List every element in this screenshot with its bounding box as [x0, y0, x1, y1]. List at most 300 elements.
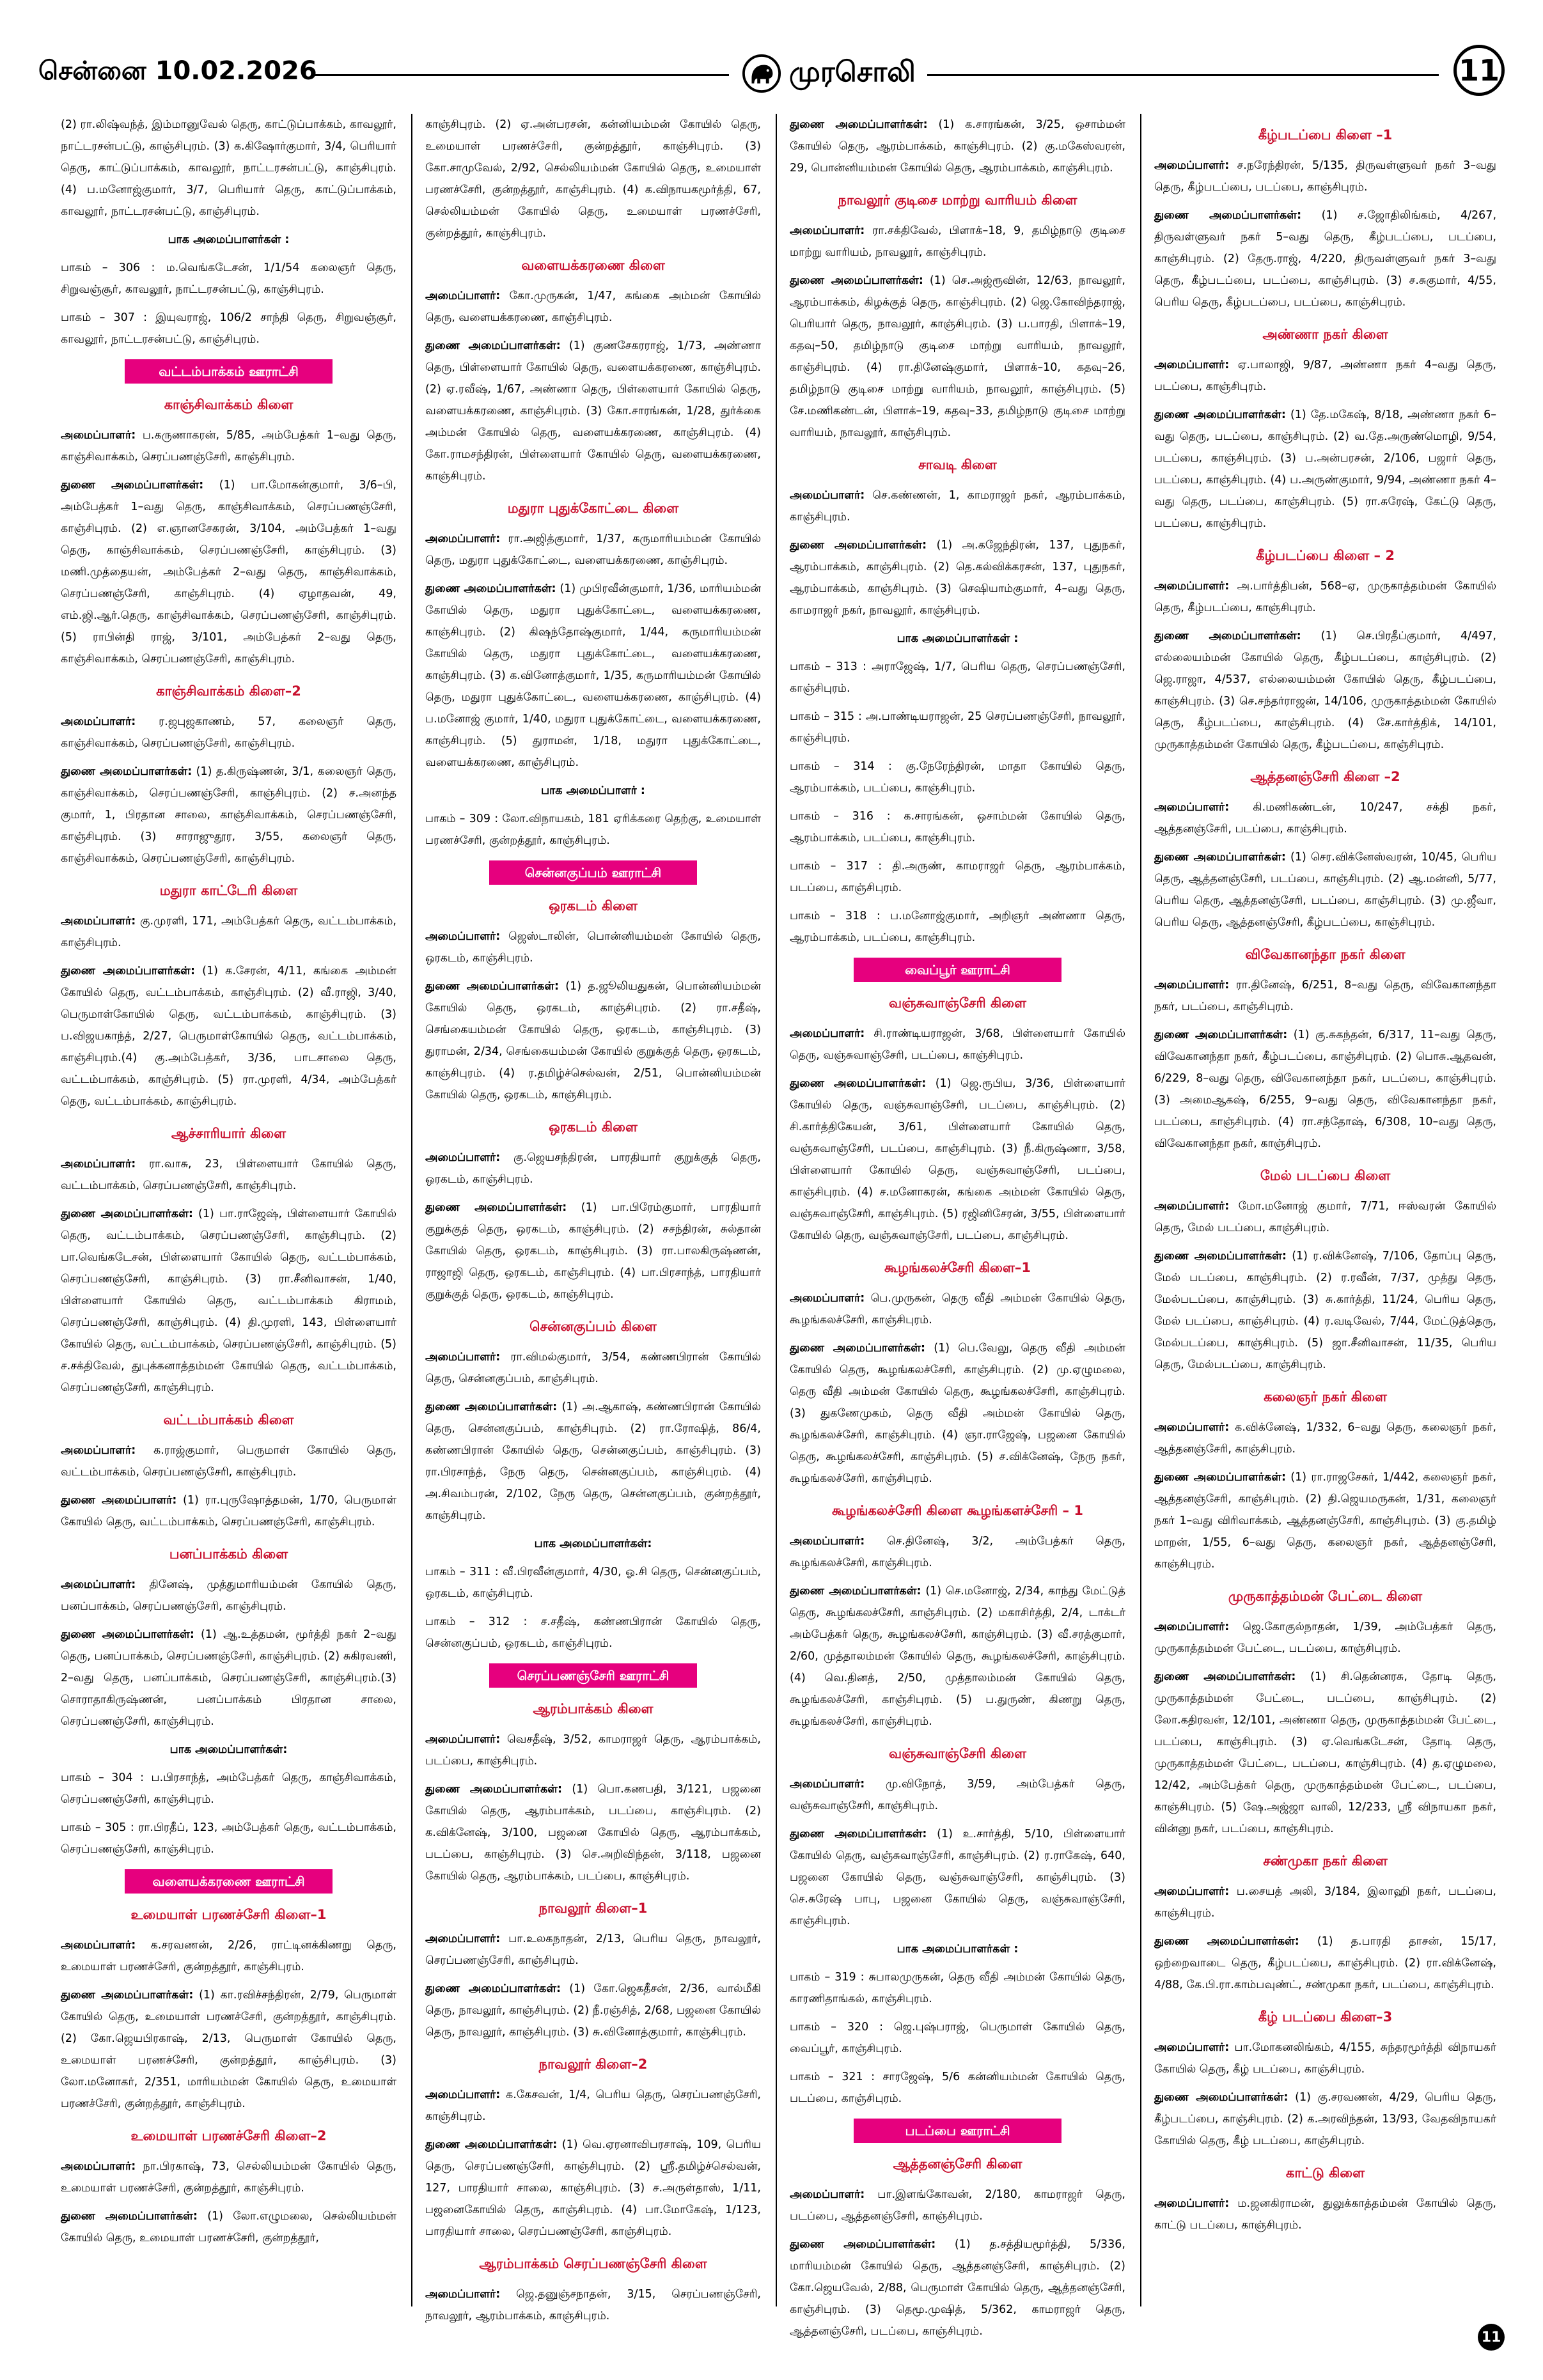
appointment-entry	[61, 474, 396, 670]
role-label: துணை அமைப்பாளர்கள்:	[61, 1989, 194, 2002]
role-label: துணை அமைப்பாளர்கள்:	[61, 1208, 193, 1220]
role-label: அமைப்பாளர்:	[425, 290, 501, 302]
branch-heading: சாவடி கிளை	[918, 457, 997, 472]
branch-heading: நாவலூர் கிளை–2	[538, 2057, 648, 2072]
entry-text: (1) ஜெ.ரூபிய, 3/36, பிள்ளையார் கோயில் தெரு, வஞ்சுவாஞ்சேரி, படப்பை, காஞ்சிபுரம். (2) சி.கார்த்திகேயன், 3/61, பிள்ளையார் கோயில் தெரு, வஞ்சுவாஞ்சேரி, படப்பை, காஞ்சிபுரம். (3) நீ.கிருஷ்ணா, 3/58, பிள்ளையார் கோயில் தெரு, வஞ்சுவாஞ்சேரி, படப்பை, காஞ்சிபுரம். (4) ச.மனோகரன், கங்கை அம்மன் கோயில் தெரு, வஞ்சுவாஞ்சேரி, காஞ்சிபுரம். (5) ரஜினிசேரன், 3/55, பிள்ளையார் கோயில் தெரு, வஞ்சுவாஞ்சேரி, படப்பை, காஞ்சிபுரம்.	[790, 1077, 1125, 1242]
role-label: துணை அமைப்பாளர்கள்:	[425, 582, 556, 595]
appointment-entry	[790, 1580, 1125, 1732]
entry-text: (1) ரா.புருஷோத்தமன், 1/70, பெருமாள் கோயில் தெரு, வட்டம்பாக்கம், செரப்பணஞ்சேரி, காஞ்சிபுரம்.	[61, 1494, 396, 1528]
appointment-entry	[425, 2084, 761, 2127]
role-label: அமைப்பாளர்:	[61, 1444, 136, 1457]
branch-heading: நாவலூர் கிளை–1	[538, 1901, 648, 1916]
appointment-entry	[425, 1978, 761, 2043]
appointment-entry	[790, 2234, 1125, 2342]
role-label: துணை அமைப்பாளர்கள்:	[1154, 408, 1286, 421]
branch-heading: முருகாத்தம்மன் பேட்டை கிளை	[1228, 1589, 1423, 1604]
entry-text: பா.இளங்கோவன், 2/180, காமராஜர் தெரு, படப்பை, ஆத்தனஞ்சேரி, காஞ்சிபுரம்.	[790, 2188, 1125, 2223]
role-label: துணை அமைப்பாளர்கள்:	[425, 339, 561, 352]
entry-text: கோ.முருகன், 1/47, கங்கை அம்மன் கோயில் தெரு, வளையக்கரணை, காஞ்சிபுரம்.	[425, 290, 761, 324]
entry-text: வெசதீஷ், 3/52, காமராஜர் தெரு, ஆரம்பாக்கம், படப்பை, காஞ்சிபுரம்.	[425, 1733, 761, 1768]
entry-text: (1) செ.பிரதீப்குமார், 4/497, எல்லையம்மன் கோயில் தெரு, கீழ்படப்பை, காஞ்சிபுரம். (2) ஜெ.ராஜா, 4/537, எல்லையம்மன் கோயில் தெரு, கீழ்படப்பை, காஞ்சிபுரம். (3) செ.சந்தர்ராஜன், 14/106, முருகாத்தம்மன் கோயில் தெரு, கீழ்படப்பை, காஞ்சிபுரம். (4) சே.கார்த்திக், 14/101, முருகாத்தம்மன் கோயில் தெரு, கீழ்படப்பை, காஞ்சிபுரம்.	[1154, 630, 1496, 751]
appointment-entry	[1154, 1931, 1496, 1996]
entry-text: பாகம் – 317 : தி.அருண், காமராஜர் தெரு, ஆரம்பாக்கம், படப்பை, காஞ்சிபுரம்.	[790, 860, 1125, 894]
text-paragraph	[790, 2016, 1125, 2060]
role-label: துணை அமைப்பாளர்கள்:	[790, 118, 928, 131]
appointment-entry	[1154, 1466, 1496, 1575]
entry-text: (1) செர.விக்னேஸ்வரன், 10/45, பெரிய தெரு, ஆத்தனஞ்சேரி, படப்பை, காஞ்சிபுரம். (2) ஆ.மன்னி, 5/77, பெரிய தெரு, ஆத்தனஞ்சேரி, படப்பை, காஞ்சிபுரம். (3) மு.ஜீவா, பெரிய தெரு, ஆத்தனஞ்சேரி, கீழ்படப்பை, காஞ்சிபுரம்.	[1154, 851, 1496, 929]
page-number-badge: 11	[1453, 45, 1505, 96]
branch-heading: வஞ்சுவாஞ்சேரி கிளை	[889, 995, 1026, 1011]
paper-name: முரசொலி	[789, 55, 916, 88]
branch-heading: வளையக்கரணை கிளை	[521, 258, 665, 273]
text-paragraph	[425, 1561, 761, 1605]
entry-text: (1) த.கிருஷ்ணன், 3/1, கலைஞர் தெரு, காஞ்சிவாக்கம், செரப்பணஞ்சேரி, காஞ்சிபுரம். (2) ச.அனந்த குமார், 1, பிரதான சாலை, காஞ்சிவாக்கம், செரப்பணஞ்சேரி, காஞ்சிபுரம். (3) சாராஜுதூர, 3/55, கலைஞர் தெரு, காஞ்சிவாக்கம், செரப்பணஞ்சேரி, காஞ்சிபுரம்.	[61, 765, 396, 865]
entry-text: (1) பெ.வேலு, தெரு வீதி அம்மன் கோயில் தெரு, கூழங்கலச்சேரி, காஞ்சிபுரம். (2) மு.ஏழுமலை, தெரு வீதி அம்மன் கோயில் தெரு, கூழங்கலச்சேரி, காஞ்சிபுரம். (3) துகணேமுகம், தெரு வீதி அம்மன் கோயில் தெரு, கூழங்கலச்சேரி, காஞ்சிபுரம். (4) ஞா.ராஜேஷ், பஜனை கோயில் தெரு, கூழங்கலச்சேரி, காஞ்சிபுரம். (5) ச.விக்னேஷ், நேரு நகர், கூழங்கலச்சேரி, காஞ்சிபுரம்.	[790, 1342, 1125, 1485]
panchayat-banner: படப்பை ஊராட்சி	[854, 2119, 1062, 2143]
entry-text: கி.மணிகண்டன், 10/247, சக்தி நகர், ஆத்தனஞ்சேரி, படப்பை, காஞ்சிபுரம்.	[1154, 801, 1496, 836]
entry-text: (1) முபிரவீன்குமார், 1/36, மாரியம்மன் கோயில் தெரு, மதுரா புதுக்கோட்டை, வளையக்கரணை, காஞ்சிபுரம். (2) கிஷந்தோஷ்குமார், 1/44, கருமாரியம்மன் கோயில் தெரு, மதுரா புதுக்கோட்டை, வளையக்கரணை, காஞ்சிபுரம். (3) க.வினோத்குமார், 1/35, கருமாரியம்மன் கோயில் தெரு, மதுரா புதுக்கோட்டை, வளையக்கரணை, காஞ்சிபுரம். (4) ப.மனோஜ் குமார், 1/40, மதுரா புதுக்கோட்டை, வளையக்கரணை, காஞ்சிபுரம். (5) துராமன், 1/18, மதுரா புதுக்கோட்டை, வளையக்கரணை, காஞ்சிபுரம்.	[425, 582, 761, 769]
entry-text: (1) அ.ஆகாஷ், கண்ணபிரான் கோயில் தெரு, சென்னகுப்பம், காஞ்சிபுரம். (2) ரா.ரோஷித், 86/4, கண்ணபிரான் கோயில் தெரு, சென்னகுப்பம், காஞ்சிபுரம். (3) ரா.பிரசாந்த், நேரு தெரு, சென்னகுப்பம், காஞ்சிபுரம். (4) அ.சிவம்பரன், 2/102, நேரு தெரு, சென்னகுப்பம், குன்றத்தூர், காஞ்சிபுரம்.	[425, 1401, 762, 1522]
role-label: துணை அமைப்பாளர்கள்:	[790, 1828, 927, 1840]
entry-text: (1) ர.விக்னேஷ், 7/106, தோப்பு தெரு, மேல் படப்பை, காஞ்சிபுரம். (2) ர.ரவீன், 7/37, முத்து தெரு, மேல்படப்பை, காஞ்சிபுரம். (3) சு.கார்த்தி, 11/24, பெரிய தெரு, மேல் படப்பை, காஞ்சிபுரம். (4) ர.வடிவேல், 7/44, மேட்டுத்தெரு, மேல்படப்பை, காஞ்சிபுரம். (5) ஜா.சீனிவாசன், 11/35, பெரிய தெரு, மேல்படப்பை, காஞ்சிபுரம்.	[1154, 1250, 1496, 1371]
section-subheading: பாக அமைப்பாளர்கள் :	[897, 632, 1019, 645]
text-paragraph	[790, 805, 1125, 849]
role-label: அமைப்பாளர்:	[1154, 159, 1230, 172]
role-label: துணை அமைப்பாளர்கள்:	[790, 2238, 936, 2251]
entry-text: (2) ரா.லிஷ்வந்த், இம்மானுவேல் தெரு, காட்டுப்பாக்கம், காவலூர், நாட்டரசன்பட்டு, காஞ்சிபுரம். (3) க.கிஷோர்குமார், 3/4, பெரியார் தெரு, காட்டுப்பாக்கம், காவலூர், நாட்டரசன்பட்டு, காஞ்சிபுரம். (4) ப.மனோஜ்குமார், 3/7, பெரியார் தெரு, காட்டுப்பாக்கம், காவலூர், நாட்டரசன்பட்டு, காஞ்சிபுரம்.	[61, 118, 396, 218]
entry-text: பாகம் – 318 : ப.மனோஜ்குமார், அறிஞர் அண்ணா தெரு, ஆரம்பாக்கம், படப்பை, காஞ்சிபுரம்.	[790, 910, 1125, 944]
role-label: துணை அமைப்பாளர்கள்:	[790, 274, 923, 287]
text-paragraph	[790, 855, 1125, 899]
role-label: அமைப்பாளர்:	[61, 715, 136, 728]
role-label: அமைப்பாளர்:	[425, 1733, 501, 1746]
role-label: துணை அமைப்பாளர்கள்:	[790, 539, 927, 552]
role-label: அமைப்பாளர்:	[790, 1778, 865, 1791]
entry-text: (1) க.சாரங்கன், 3/25, ஒசாம்மன் கோயில் தெரு, ஆரம்பாக்கம், காஞ்சிபுரம். (2) கு.மகேஸ்வரன், 29, பொன்னியம்மன் கோயில் தெரு, ஆரம்பாக்கம், காஞ்சிபுரம்.	[790, 118, 1125, 175]
appointment-entry	[1154, 575, 1496, 619]
branch-heading: ஆரம்பாக்கம் செரப்பணஞ்சேரி கிளை	[479, 2256, 707, 2271]
appointment-entry	[425, 1147, 761, 1190]
role-label: அமைப்பாளர்:	[61, 1939, 136, 1952]
column-1	[61, 114, 396, 2306]
appointment-entry	[1154, 155, 1496, 198]
role-label: அமைப்பாளர்:	[425, 930, 501, 943]
column-divider	[411, 114, 412, 2306]
entry-text: பெ.முருகன், தெரு வீதி அம்மன் கோயில் தெரு, கூழங்கலச்சேரி, காஞ்சிபுரம்.	[790, 1292, 1125, 1326]
appointment-entry	[425, 285, 761, 329]
role-label: அமைப்பாளர்:	[1154, 2041, 1230, 2054]
appointment-entry	[790, 1337, 1125, 1489]
masthead	[38, 45, 1505, 102]
branch-heading: வஞ்சுவாஞ்சேரி கிளை	[889, 1746, 1026, 1761]
section-subheading: பாக அமைப்பாளர்கள்:	[169, 1743, 288, 1756]
role-label: அமைப்பாளர்:	[790, 1535, 865, 1548]
appointment-entry	[425, 335, 761, 487]
appointment-entry	[1154, 2037, 1496, 2080]
entry-text: ஜெஸ்டாலின், பொன்னியம்மன் கோயில் தெரு, ஒரகடம், காஞ்சிபுரம்.	[425, 930, 761, 965]
column-divider	[1140, 114, 1141, 2306]
appointment-entry	[425, 976, 761, 1106]
branch-heading: கலைஞர் நகர் கிளை	[1264, 1389, 1387, 1404]
appointment-entry	[61, 761, 396, 869]
branch-heading: நாவலூர் குடிசை மாற்று வாரியம் கிளை	[838, 192, 1077, 208]
branch-heading: கீழ்படப்பை கிளை –1	[1258, 127, 1393, 143]
text-paragraph	[425, 114, 761, 244]
column-2	[425, 114, 762, 2322]
column-divider	[776, 114, 777, 2306]
role-label: அமைப்பாளர்:	[1154, 801, 1230, 814]
branch-heading: ஆரம்பாக்கம் கிளை	[533, 1701, 654, 1716]
entry-text: செ.தினேஷ், 3/2, அம்பேத்கர் தெரு, கூழங்கலச்சேரி, காஞ்சிபுரம்.	[790, 1535, 1125, 1569]
entry-text: (1) குணசேகரராஜ், 1/73, அண்ணா தெரு, பிள்ளையார் கோயில் தெரு, வளையக்கரணை, காஞ்சிபுரம். (2) ஏ.ரவீஷ், 1/67, அண்ணா தெரு, பிள்ளையார் கோயில் தெரு, வளையக்கரணை, காஞ்சிபுரம். (3) கோ.சாரங்கன், 1/28, துர்க்கை அம்மன் கோயில் தெரு, வளையக்கரணை, காஞ்சிபுரம். (4) கோ.ராமசந்திரன், பிள்ளையார் கோயில் தெரு, வளையக்கரணை, காஞ்சிபுரம்.	[425, 339, 761, 483]
masthead-rule-right	[927, 74, 1439, 76]
entry-text: (1) பா.ராஜேஷ், பிள்ளையார் கோயில் தெரு, வட்டம்பாக்கம், செரப்பணஞ்சேரி, காஞ்சிபுரம். (2) பா.வெங்கடேசன், பிள்ளையார் கோயில் தெரு, வட்டம்பாக்கம், செரப்பணஞ்சேரி, காஞ்சிபுரம். (3) ரா.சீனிவாசன், 1/40, பிள்ளையார் கோயில் தெரு, வட்டம்பாக்கம் கிராமம், செரப்பணஞ்சேரி, காஞ்சிபுரம். (4) தி.முரளி, 143, பிள்ளையார் கோயில் தெரு, வட்டம்பாக்கம், செரப்பணஞ்சேரி, காஞ்சிபுரம். (5) ச.சக்திவேல், துபுக்கனாத்தம்மன் கோயில் தெரு, வட்டம்பாக்கம், செரப்பணஞ்சேரி, காஞ்சிபுரம்.	[61, 1208, 397, 1394]
role-label: துணை அமைப்பாளர்கள்:	[790, 1585, 921, 1598]
entry-text: செ.கண்ணன், 1, காமராஜர் நகர், ஆரம்பாக்கம், காஞ்சிபுரம்.	[790, 489, 1125, 524]
panchayat-banner: வட்டம்பாக்கம் ஊராட்சி	[125, 359, 333, 384]
entry-text: (1) ரா.ராஜசேகர், 1/442, கலைஞர் நகர், ஆத்தனஞ்சேரி, காஞ்சிபுரம். (2) தி.ஜெயமருகன், 1/31, கலைஞர் நகர் 1–வது விரிவாக்கம், ஆத்தனஞ்சேரி, காஞ்சிபுரம். (3) கு.தமிழ் மாறன், 1/55, 6–வது தெரு, கலைஞர் நகர், ஆத்தனஞ்சேரி, காஞ்சிபுரம்.	[1154, 1471, 1496, 1571]
branch-heading: கூழங்கலச்சேரி கிளை கூழங்களச்சேரி – 1	[832, 1503, 1083, 1518]
entry-text: பாகம் – 320 : ஜெ.புஷ்பராஜ், பெருமாள் கோயில் தெரு, வைப்பூர், காஞ்சிபுரம்.	[790, 2021, 1125, 2055]
entry-text: (1) செ.அஜ்ரூவின், 12/63, நாவலூர், ஆரம்பாக்கம், கிழக்குத் தெரு, காஞ்சிபுரம். (2) ஜெ.கோவிந்தராஜ், பெரியார் தெரு, நாவலூர், காஞ்சிபுரம். (3) ப.பாரதி, பிளாக்–19, கதவு–50, தமிழ்நாடு குடிசை மாற்று வாரியம், நாவலூர், காஞ்சிபுரம். (4) ரா.தினேஷ்குமார், பிளாக்–10, கதவு–26, தமிழ்நாடு குடிசை மாற்று வாரியம், நாவலூர், காஞ்சிபுரம். (5) சே.மணிகண்டன், பிளாக்–19, கதவு–33, தமிழ்நாடு குடிசை மாற்று வாரியம், நாவலூர், காஞ்சிபுரம்.	[790, 274, 1125, 439]
entry-text: பாகம் – 314 : கு.நேரேந்திரன், மாதா கோயில் தெரு, ஆரம்பாக்கம், படப்பை, காஞ்சிபுரம்.	[790, 760, 1125, 795]
entry-text: ப.கருணாகரன், 5/85, அம்பேத்கர் 1–வது தெரு, காஞ்சிவாக்கம், செரப்பணஞ்சேரி, காஞ்சிபுரம்.	[61, 429, 396, 463]
appointment-entry	[61, 1624, 396, 1732]
appointment-entry	[425, 926, 761, 969]
entry-text: பாகம் – 319 : சுபாலமுருகன், தெரு வீதி அம்மன் கோயில் தெரு, காரணிதாங்கல், காஞ்சிபுரம்.	[790, 1971, 1125, 2005]
entry-text: (1) பா.பிரேம்குமார், பாரதியார் குறுக்குத் தெரு, ஒரகடம், காஞ்சிபுரம். (2) சசந்திரன், சுல்தான் கோயில் தெரு, ஒரகடம், காஞ்சிபுரம். (3) ரா.பாலகிருஷ்ணன், ராஜாஜி தெரு, ஒரகடம், காஞ்சிபுரம். (4) பா.பிரசாந்த், பாரதியார் குறுக்குத் தெரு, ஒரகடம், காஞ்சிபுரம்.	[425, 1201, 761, 1301]
role-label: அமைப்பாளர்:	[425, 533, 501, 545]
role-label: துணை அமைப்பாளர்கள்:	[790, 1077, 927, 1090]
role-label: துணை அமைப்பாளர்கள்:	[1154, 1250, 1287, 1263]
role-label: துணை அமைப்பாளர்கள்:	[1154, 630, 1301, 642]
appointment-entry	[425, 1346, 761, 1390]
entry-text: ப.சையத் அலி, 3/184, இலாஹி நகர், படப்பை, காஞ்சிபுரம்.	[1154, 1885, 1496, 1920]
entry-text: (1) செ.மனோஜ், 2/34, காந்து மேட்டுத் தெரு, கூழங்கலச்சேரி, காஞ்சிபுரம். (2) மகாசிர்த்தி, 2/4, டாக்டர் அம்பேத்கர் தெரு, கூழங்கலச்சேரி, காஞ்சிபுரம். (3) வீ.சரத்குமார், 2/60, முத்தாலம்மன் கோயில் தெரு, கூழங்கலச்சேரி, காஞ்சிபுரம். (4) வெ.தினத், 2/50, முத்தாலம்மன் கோயில் தெரு, கூழங்கலச்சேரி, காஞ்சிபுரம். (5) ப.துருண், கிணறு தெரு, கூழங்கலச்சேரி, காஞ்சிபுரம்.	[790, 1585, 1125, 1728]
entry-text: கு.முரளி, 171, அம்பேத்கர் தெரு, வட்டம்பாக்கம், காஞ்சிபுரம்.	[61, 915, 396, 949]
appointment-entry	[425, 1778, 761, 1887]
entry-text: ர.ஜபுஜகாணம், 57, கலைஞர் தெரு, காஞ்சிவாக்கம், செரப்பணஞ்சேரி, காஞ்சிபுரம்.	[61, 715, 396, 750]
appointment-entry	[790, 1073, 1125, 1247]
panchayat-banner: செரப்பணஞ்சேரி ஊராட்சி	[489, 1663, 698, 1688]
role-label: அமைப்பாளர்:	[1154, 1621, 1230, 1633]
appointment-entry	[61, 960, 396, 1112]
role-label: துணை அமைப்பாளர்கள்:	[61, 965, 195, 977]
text-paragraph	[425, 1611, 761, 1654]
role-label: அமைப்பாளர்:	[61, 915, 136, 928]
entry-text: மோ.மனோஜ் குமார், 7/71, ஈஸ்வரன் கோயில் தெரு, மேல் படப்பை, காஞ்சிபுரம்.	[1154, 1200, 1496, 1234]
text-paragraph	[425, 808, 761, 852]
branch-heading: ஒரகடம் கிளை	[549, 1119, 638, 1135]
role-label: அமைப்பாளர்:	[425, 1351, 501, 1364]
role-label: அமைப்பாளர்:	[1154, 1200, 1230, 1213]
branch-heading: வட்டம்பாக்கம் கிளை	[163, 1412, 294, 1427]
appointment-entry	[1154, 1417, 1496, 1460]
entry-text: (1) கு.சரவணன், 4/29, பெரிய தெரு, கீழ்படப்பை, காஞ்சிபுரம். (2) க.அரவிந்தன், 13/93, வேதவிநாயகர் கோயில் தெரு, கீழ் படப்பை, காஞ்சிபுரம்.	[1154, 2091, 1496, 2147]
role-label: அமைப்பாளர்:	[425, 1151, 501, 1164]
entry-text: பாகம் – 306 : ம.வெங்கடேசன், 1/1/54 கலைஞர் தெரு, சிறுவஞ்சூர், காவலூர், நாட்டரசன்பட்டு, காஞ்சிபுரம்.	[61, 261, 396, 296]
entry-text: தினேஷ், முத்துமாரியம்மன் கோயில் தெரு, பனப்பாக்கம், செரப்பணஞ்சேரி, காஞ்சிபுரம்.	[61, 1578, 396, 1613]
appointment-entry	[790, 534, 1125, 621]
text-paragraph	[790, 2066, 1125, 2110]
text-paragraph	[790, 905, 1125, 949]
appointment-entry	[1154, 1245, 1496, 1376]
entry-text: க.கேசவன், 1/4, பெரிய தெரு, செரப்பணஞ்சேரி, காஞ்சிபுரம்.	[425, 2088, 761, 2123]
branch-heading: சண்முகா நகர் கிளை	[1263, 1853, 1388, 1869]
branch-heading: மேல் படப்பை கிளை	[1260, 1168, 1391, 1183]
text-paragraph	[790, 706, 1125, 749]
appointment-entry	[425, 1729, 761, 1772]
entry-text: (1) சி.தென்னரசு, தோடி தெரு, முருகாத்தம்மன் பேட்டை, படப்பை, காஞ்சிபுரம். (2) லோ.கதிரவன், 12/101, அண்ணா தெரு, முருகாத்தம்மன் பேட்டை, படப்பை, காஞ்சிபுரம். (3) ஏ.வெங்கடேசன், தோடி தெரு, முருகாத்தம்மன் பேட்டை, படப்பை, காஞ்சிபுரம். (4) த.ஏழுமலை, 12/42, அம்பேத்கர் தெரு, முருகாத்தம்மன் பேட்டை, படப்பை, காஞ்சிபுரம். (5) ஷே.அஜ்ஜா வாலி, 12/233, ஸ்ரீ விநாயகா நகர், வின்னு நகர், படப்பை, காஞ்சிபுரம்.	[1154, 1670, 1496, 1835]
entry-text: சி.ராண்டியராஜன், 3/68, பிள்ளையார் கோயில் தெரு, வஞ்சுவாஞ்சேரி, படப்பை, காஞ்சிபுரம்.	[790, 1027, 1125, 1062]
role-label: அமைப்பாளர்:	[790, 489, 865, 502]
branch-heading: கீழ் படப்பை கிளை–3	[1258, 2009, 1393, 2025]
entry-text: (1) வெ.ஏரனாவிபரசாஷ், 109, பெரிய தெரு, செரப்பணஞ்சேரி, காஞ்சிபுரம். (2) ஸ்ரீ.தமிழ்ச்செல்வன், 127, பாரதியார் சாலை, காஞ்சிபுரம். (3) ச.அருள்தாஸ், 1/11, பஜனைகோயில் தெரு, காஞ்சிபுரம். (4) பா.மோகேஷ், 1/123, பாரதியார் சாலை, செரப்பணஞ்சேரி, காஞ்சிபுரம்.	[425, 2138, 761, 2238]
branch-heading: சென்னகுப்பம் கிளை	[529, 1319, 657, 1334]
entry-text: க.விக்னேஷ், 1/332, 6–வது தெரு, கலைஞர் நகர், ஆத்தனஞ்சேரி, காஞ்சிபுரம்.	[1154, 1421, 1496, 1456]
appointment-entry	[1154, 354, 1496, 398]
branch-heading: காஞ்சிவாக்கம் கிளை–2	[156, 683, 301, 699]
appointment-entry	[790, 114, 1125, 179]
entry-text: மு.விநோத், 3/59, அம்பேத்கர் தெரு, வஞ்சுவாஞ்சேரி, காஞ்சிபுரம்.	[790, 1778, 1125, 1812]
entry-text: பாகம் – 311 : வீ.பிரவீன்குமார், 4/30, ஓ.சி தெரு, சென்னகுப்பம், ஒரகடம், காஞ்சிபுரம்.	[425, 1566, 761, 1600]
text-paragraph	[790, 756, 1125, 799]
branch-heading: மதுரா புதுக்கோட்டை கிளை	[507, 501, 679, 516]
elephant-icon	[742, 54, 781, 93]
role-label: அமைப்பாளர்:	[61, 429, 136, 442]
appointment-entry	[790, 1530, 1125, 1574]
appointment-entry	[61, 910, 396, 954]
entry-text: ஜெ.கோகுல்நாதன், 1/39, அம்பேத்கர் தெரு, முருகாத்தம்மன் பேட்டை, படப்பை, காஞ்சிபுரம்.	[1154, 1621, 1496, 1655]
entry-text: (1) ஆ.உத்தமன், மூர்த்தி நகர் 2–வது தெரு, பனப்பாக்கம், செரப்பணஞ்சேரி, காஞ்சிபுரம். (2) சுகிரவணி, 2–வது தெரு, பனப்பாக்கம், செரப்பணஞ்சேரி, காஞ்சிபுரம்.(3) சொராதாகிருஷ்ணன், பனப்பாக்கம் பிரதான சாலை, செரப்பணஞ்சேரி, காஞ்சிபுரம்.	[61, 1628, 396, 1728]
column-3	[790, 114, 1125, 2338]
appointment-entry	[61, 1984, 396, 2115]
appointment-entry	[425, 578, 761, 774]
appointment-entry	[1154, 205, 1496, 313]
appointment-entry	[61, 2205, 396, 2249]
appointment-entry	[1154, 1666, 1496, 1840]
entry-text: (1) த.ஜூலியதுகன், பொன்னியம்மன் கோயில் தெரு, ஒரகடம், காஞ்சிபுரம். (2) ரா.சதீஷ், செங்கையம்மன் கோயில் தெரு, ஒரகடம், காஞ்சிபுரம். (3) துராமன், 2/34, செங்கையம்மன் கோயில் குறுக்குத் தெரு, ஒரகடம், காஞ்சிபுரம். (4) ர.தமிழ்ச்செல்வன், 2/51, பொன்னியம்மன் கோயில் தெரு, ஒரகடம், காஞ்சிபுரம்.	[425, 980, 762, 1101]
appointment-entry	[61, 424, 396, 468]
entry-text: பாகம் – 316 : க.சாரங்கன், ஒசாம்மன் கோயில் தெரு, ஆரம்பாக்கம், படப்பை, காஞ்சிபுரம்.	[790, 810, 1125, 844]
appointment-entry	[790, 1823, 1125, 1932]
role-label: அமைப்பாளர்:	[425, 2288, 501, 2301]
appointment-entry	[61, 1574, 396, 1617]
role-label: துணை அமைப்பாளர்:	[61, 1494, 177, 1507]
entry-text: ரா.விமல்குமார், 3/54, கண்ணபிரான் கோயில் தெரு, சென்னகுப்பம், காஞ்சிபுரம்.	[425, 1351, 761, 1385]
text-paragraph	[790, 1966, 1125, 2010]
appointment-entry	[1154, 2087, 1496, 2152]
entry-text: (1) அ.கஜேந்திரன், 137, புதுநகர், ஆரம்பாக்கம், காஞ்சிபுரம். (2) தெ.கல்விக்கரசன், 137, புதுநகர், ஆரம்பாக்கம், காஞ்சிபுரம். (3) செஷியாம்குமார், 4–வது தெரு, காமராஜர் நகர், நாவலூர், காஞ்சிபுரம்.	[790, 539, 1125, 617]
branch-heading: ஆத்தனஞ்சேரி கிளை –2	[1250, 769, 1400, 784]
role-label: துணை அமைப்பாளர்கள்:	[61, 479, 204, 492]
role-label: துணை அமைப்பாளர்கள்:	[790, 1342, 925, 1355]
role-label: அமைப்பாளர்:	[1154, 979, 1230, 992]
entry-text: (1) க.சேரன், 4/11, கங்கை அம்மன் கோயில் தெரு, வட்டம்பாக்கம், காஞ்சிபுரம். (2) வீ.ராஜி, 3/40, பெருமாள்கோயில் தெரு, வட்டம்பாக்கம், காஞ்சிபுரம். (3) ப.விஜயகாந்த், 2/27, பெருமாள்கோயில் தெரு, வட்டம்பாக்கம், காஞ்சிபுரம்.(4) கு.அம்பேத்கர், 3/36, பாடசாலை தெரு, வட்டம்பாக்கம், காஞ்சிபுரம். (5) ரா.முரளி, 4/34, அம்பேத்கர் தெரு, வட்டம்பாக்கம், காஞ்சிபுரம்.	[61, 965, 396, 1108]
appointment-entry	[425, 1197, 761, 1305]
appointment-entry	[1154, 1024, 1496, 1155]
entry-text: பாகம் – 307 : இயுவராஜ், 106/2 சாந்தி தெரு, சிறுவஞ்சூர், காவலூர், நாட்டரசன்பட்டு, காஞ்சிபுரம்.	[61, 311, 396, 346]
entry-text: ரா.அஜித்குமார், 1/37, கருமாரியம்மன் கோயில் தெரு, மதுரா புதுக்கோட்டை, வளையக்கரணை, காஞ்சிபுரம்.	[425, 533, 761, 567]
appointment-entry	[790, 1023, 1125, 1066]
appointment-entry	[1154, 797, 1496, 840]
role-label: அமைப்பாளர்:	[61, 1578, 136, 1591]
entry-text: பா.மோகனலிங்கம், 4/155, சுந்தரமூர்த்தி விநாயகர் கோயில் தெரு, கீழ் படப்பை, காஞ்சிபுரம்.	[1154, 2041, 1496, 2076]
text-paragraph	[61, 114, 396, 222]
role-label: துணை அமைப்பாளர்கள்:	[425, 980, 560, 993]
role-label: துணை அமைப்பாளர்கள்:	[1154, 209, 1302, 222]
entry-text: (1) ச.ஜோதிலிங்கம், 4/267, திருவள்ளுவர் நகர் 5–வது தெரு, கீழ்படப்பை, படப்பை, காஞ்சிபுரம். (2) தேரு.ராஜ், 4/220, திருவள்ளுவர் நகர் 3–வது தெரு, கீழ்படப்பை, படப்பை, காஞ்சிபுரம். (3) ச.சுகுமார், 4/55, பெரிய தெரு, கீழ்படப்பை, படப்பை, காஞ்சிபுரம்.	[1154, 209, 1497, 309]
entry-text: காஞ்சிபுரம். (2) ஏ.அன்பரசன், கன்னியம்மன் கோயில் தெரு, உமையாள் பரணச்சேரி, குன்றத்தூர், காஞ்சிபுரம். (3) கோ.சாமுவேல், 2/92, செல்லியம்மன் கோயில் தெரு, உமையாள் பரணச்சேரி, குன்றத்தூர், காஞ்சிபுரம். (4) க.விநாயகமூர்த்தி, 67, செல்லியம்மன் கோயில் தெரு, உமையாள் பரணச்சேரி, குன்றத்தூர், காஞ்சிபுரம்.	[425, 118, 761, 240]
entry-text: பாகம் – 313 : அராஜேஷ், 1/7, பெரிய தெரு, செரப்பணஞ்சேரி, காஞ்சிபுரம்.	[790, 660, 1125, 695]
section-subheading: பாக அமைப்பாளர்கள்:	[534, 1537, 652, 1550]
appointment-entry	[425, 1928, 761, 1972]
panchayat-banner: வைப்பூர் ஊராட்சி	[854, 958, 1062, 982]
appointment-entry	[61, 711, 396, 754]
entry-text: (1) கு.சுகந்தன், 6/317, 11–வது தெரு, விவேகானந்தா நகர், கீழ்படப்பை, காஞ்சிபுரம். (2) பொசு.ஆதவன், 6/229, 8–வது தெரு, விவேகானந்தா நகர், படப்பை, காஞ்சிபுரம். (3) அமைஆகஷ், 6/255, 9–வது தெரு, விவேகானந்தா நகர், படப்பை, காஞ்சிபுரம். (4) ரா.சந்தோஷ், 6/308, 10–வது தெரு, விவேகானந்தா நகர், காஞ்சிபுரம்.	[1154, 1029, 1497, 1150]
role-label: அமைப்பாளர்:	[790, 1292, 865, 1305]
entry-text: க.ராஜ்குமார், பெருமாள் கோயில் தெரு, வட்டம்பாக்கம், செரப்பணஞ்சேரி, காஞ்சிபுரம்.	[61, 1444, 396, 1479]
entry-text: பாகம் – 321 : சாரஜேஷ், 5/6 கன்னியம்மன் கோயில் தெரு, படப்பை, காஞ்சிபுரம்.	[790, 2071, 1125, 2105]
branch-heading: கீழ்படப்பை கிளை – 2	[1256, 548, 1395, 563]
role-label: துணை அமைப்பாளர்கள்:	[1154, 851, 1286, 864]
appointment-entry	[61, 1440, 396, 1483]
panchayat-banner: சென்னகுப்பம் ஊராட்சி	[489, 860, 698, 885]
section-subheading: பாக அமைப்பாளர்கள் :	[897, 1943, 1019, 1956]
role-label: துணை அமைப்பாளர்கள்:	[1154, 1670, 1296, 1683]
entry-text: (1) த.சத்தியமூர்த்தி, 5/336, மாரியம்மன் கோயில் தெரு, ஆத்தனஞ்சேரி, காஞ்சிபுரம். (2) கோ.ஜெயவேல், 2/88, பெருமாள் கோயில் தெரு, ஆத்தனஞ்சேரி, காஞ்சிபுரம். (3) தெமூ.முஷித், 5/362, காமராஜர் தெரு, ஆத்தனஞ்சேரி, படப்பை, காஞ்சிபுரம்.	[790, 2238, 1125, 2338]
role-label: துணை அமைப்பாளர்கள்:	[61, 1628, 194, 1641]
entry-text: பாகம் – 315 : அ.பாண்டியராஜன், 25 செரப்பணஞ்சேரி, நாவலூர், காஞ்சிபுரம்.	[790, 710, 1125, 745]
appointment-entry	[1154, 846, 1496, 933]
entry-text: (1) கோ.ஜெகதீசன், 2/36, வால்மீகி தெரு, நாவலூர், காஞ்சிபுரம். (2) நீ.ரஞ்சித், 2/68, பஜனை கோயில் தெரு, நாவலூர், காஞ்சிபுரம். (3) சு.வினோத்குமார், காஞ்சிபுரம்.	[425, 1982, 761, 2039]
entry-text: ம.ஜனகிராமன், துலுக்காத்தம்மன் கோயில் தெரு, காட்டு படப்பை, காஞ்சிபுரம்.	[1154, 2197, 1496, 2232]
entry-text: பா.உலகநாதன், 2/13, பெரிய தெரு, நாவலூர், செரப்பணஞ்சேரி, காஞ்சிபுரம்.	[425, 1933, 761, 1967]
column-4	[1154, 114, 1496, 2306]
branch-heading: காஞ்சிவாக்கம் கிளை	[164, 397, 294, 412]
appointment-entry	[425, 528, 761, 572]
entry-text: பாகம் – 312 : ச.சதீஷ், கண்ணபிரான் கோயில் தெரு, சென்னகுப்பம், ஒரகடம், காஞ்சிபுரம்.	[425, 1615, 761, 1650]
role-label: துணை அமைப்பாளர்கள்:	[425, 1201, 567, 1214]
branch-heading: காட்டு கிளை	[1285, 2165, 1365, 2181]
entry-text: பாகம் – 304 : ப.பிரசாந்த், அம்பேத்கர் தெரு, காஞ்சிவாக்கம், செரப்பணஞ்சேரி, காஞ்சிபுரம்.	[61, 1771, 396, 1806]
role-label: அமைப்பாளர்:	[790, 224, 865, 237]
appointment-entry	[790, 270, 1125, 444]
role-label: துணை அமைப்பாளர்கள்:	[61, 2210, 198, 2223]
entry-text: க.சரவணன், 2/26, ராட்டினக்கிணறு தெரு, உமையாள் பரணச்சேரி, குன்றத்தூர், காஞ்சிபுரம்.	[61, 1939, 396, 1973]
appointment-entry	[61, 1203, 396, 1399]
role-label: அமைப்பாளர்:	[61, 2160, 136, 2173]
role-label: துணை அமைப்பாளர்கள்:	[425, 1401, 558, 1413]
role-label: அமைப்பாளர்:	[1154, 2197, 1230, 2210]
branch-heading: மதுரா காட்டேரி கிளை	[159, 883, 298, 898]
entry-text: (1) த.பாரதி தாசன், 15/17, ஒற்றைவாடை தெரு, கீழ்படப்பை, காஞ்சிபுரம். (2) ரா.விக்னேஷ், 4/88, கே.பி.ரா.காம்பவுண்ட், சண்முகா நகர், படப்பை, காஞ்சிபுரம்.	[1154, 1935, 1496, 1991]
entry-text: (1) கா.ரவிச்சந்திரன், 2/79, பெருமாள் கோயில் தெரு, உமையாள் பரணச்சேரி, குன்றத்தூர், காஞ்சிபுரம். (2) கோ.ஜெயபிரகாஷ், 2/13, பெருமாள் கோயில் தெரு, உமையாள் பரணச்சேரி, குன்றத்தூர், காஞ்சிபுரம். (3) லோ.மனோகர், 2/351, மாரியம்மன் கோயில் தெரு, உமையாள் பரணச்சேரி, குன்றத்தூர், காஞ்சிபுரம்.	[61, 1989, 396, 2110]
role-label: அமைப்பாளர்:	[1154, 359, 1230, 371]
role-label: துணை அமைப்பாளர்கள்:	[1154, 2091, 1288, 2104]
appointment-entry	[1154, 1881, 1496, 1924]
branch-heading: பனப்பாக்கம் கிளை	[169, 1546, 288, 1562]
entry-text: (1) பொ.கணபதி, 3/121, பஜனை கோயில் தெரு, ஆரம்பாக்கம், படப்பை, காஞ்சிபுரம். (2) க.விக்னேஷ், 3/100, பஜனை கோயில் தெரு, ஆரம்பாக்கம், படப்பை, காஞ்சிபுரம். (3) செ.அறிவிந்தன், 3/118, பஜனை கோயில் தெரு, ஆரம்பாக்கம், படப்பை, காஞ்சிபுரம்.	[425, 1783, 762, 1883]
appointment-entry	[790, 1773, 1125, 1817]
entry-text: பாகம் – 305 : ரா.பிரதீப், 123, அம்பேத்கர் தெரு, வட்டம்பாக்கம், செரப்பணஞ்சேரி, காஞ்சிபுரம்.	[61, 1821, 396, 1856]
appointment-entry	[61, 1489, 396, 1533]
entry-text: (1) பா.மோகன்குமார், 3/6–பி, அம்பேத்கர் 1–வது தெரு, காஞ்சிவாக்கம், செரப்பணஞ்சேரி, காஞ்சிபுரம். (2) எ.ஞானசேகரன், 3/104, அம்பேத்கர் 1–வது தெரு, காஞ்சிவாக்கம், செரப்பணஞ்சேரி, காஞ்சிபுரம். (3) மணி.முத்தையன், அம்பேத்கர் 2–வது தெரு, காஞ்சிவாக்கம், செரப்பணஞ்சேரி, காஞ்சிபுரம். (4) ஏழாதவன், 49, எம்.ஜி.ஆர்.தெரு, காஞ்சிவாக்கம், செரப்பணஞ்சேரி, காஞ்சிபுரம்.(5) ராபின்தி ராஜ், 3/101, அம்பேத்கர் 2–வது தெரு, காஞ்சிவாக்கம், செரப்பணஞ்சேரி, காஞ்சிபுரம்.	[61, 479, 396, 665]
section-subheading: பாக அமைப்பாளர் :	[541, 784, 645, 797]
entry-text: நா.பிரகாஷ், 73, செல்லியம்மன் கோயில் தெரு, உமையாள் பரணச்சேரி, குன்றத்தூர், காஞ்சிபுரம்.	[61, 2160, 396, 2195]
masthead-rule-left	[313, 74, 729, 76]
branch-heading: விவேகானந்தா நகர் கிளை	[1245, 947, 1406, 962]
branch-heading: அண்ணா நகர் கிளை	[1262, 327, 1388, 342]
entry-text: ரா.வாசு, 23, பிள்ளையார் கோயில் தெரு, வட்டம்பாக்கம், செரப்பணஞ்சேரி, காஞ்சிபுரம்.	[61, 1158, 396, 1192]
entry-text: ஜெ.தனுஞ்சநாதன், 3/15, செரப்பணஞ்சேரி, நாவலூர், ஆரம்பாக்கம், காஞ்சிபுரம்.	[425, 2288, 761, 2322]
paper-logo	[742, 51, 921, 96]
role-label: துணை அமைப்பாளர்கள்:	[1154, 1471, 1286, 1484]
role-label: அமைப்பாளர்:	[790, 1027, 865, 1040]
issue-date: சென்னை 10.02.2026	[38, 56, 317, 86]
entry-text: (1) லோ.எழுமலை, செல்லியம்மன் கோயில் தெரு, உமையாள் பரணச்சேரி, குன்றத்தூர்,	[61, 2210, 396, 2244]
entry-text: அ.பார்த்திபன், 568–ஏ, முருகாத்தம்மன் கோயில் தெரு, கீழ்படப்பை, காஞ்சிபுரம்.	[1154, 580, 1496, 614]
entry-text: (1) உ.சார்த்தி, 5/10, பிள்ளையார் கோயில் தெரு, வஞ்சுவாஞ்சேரி, காஞ்சிபுரம். (2) ர.ராகேஷ், 640, பஜனை கோயில் தெரு, வஞ்சுவாஞ்சேரி, காஞ்சிபுரம். (3) செ.சுரேஷ் பாபு, பஜனை கோயில் தெரு, வஞ்சுவாஞ்சேரி, காஞ்சிபுரம்.	[790, 1828, 1125, 1927]
appointment-entry	[425, 2283, 761, 2327]
branch-heading: கூழங்கலச்சேரி கிளை–1	[884, 1260, 1031, 1275]
appointment-entry	[425, 1396, 761, 1527]
entry-text: கு.ஜெயசந்திரன், பாரதியார் குறுக்குத் தெரு, ஒரகடம், காஞ்சிபுரம்.	[425, 1151, 761, 1186]
text-paragraph	[61, 257, 396, 300]
appointment-entry	[790, 2184, 1125, 2227]
role-label: துணை அமைப்பாளர்கள்:	[1154, 1935, 1299, 1948]
role-label: அமைப்பாளர்:	[1154, 580, 1230, 593]
section-subheading: பாக அமைப்பாளர்கள் :	[168, 233, 290, 246]
role-label: துணை அமைப்பாளர்கள்:	[425, 1982, 561, 1995]
entry-text: (1) தே.மகேஷ், 8/18, அண்ணா நகர் 6–வது தெரு, படப்பை, காஞ்சிபுரம். (2) வ.தே.அருண்மொழி, 9/54, படப்பை, காஞ்சிபுரம். (3) ப.அன்பரசன், 2/106, பஜார் தெரு, படப்பை, காஞ்சிபுரம். (4) ப.அருண்குமார், 9/94, அண்ணா நகர் 4–வது தெரு, படப்பை, காஞ்சிபுரம். (5) ரா.சுரேஷ், கேட்டு தெரு, படப்பை, காஞ்சிபுரம்.	[1154, 408, 1496, 530]
appointment-entry	[790, 485, 1125, 528]
role-label: அமைப்பாளர்:	[425, 2088, 501, 2101]
text-paragraph	[61, 307, 396, 350]
appointment-entry	[1154, 404, 1496, 534]
appointment-entry	[1154, 974, 1496, 1018]
role-label: அமைப்பாளர்:	[1154, 1885, 1230, 1898]
appointment-entry	[1154, 1616, 1496, 1660]
appointment-entry	[61, 1934, 396, 1978]
appointment-entry	[61, 2156, 396, 2199]
text-paragraph	[790, 656, 1125, 699]
text-paragraph	[61, 1817, 396, 1860]
branch-heading: உமையாள் பரணச்சேரி கிளை–1	[130, 1907, 327, 1922]
branch-heading: உமையாள் பரணச்சேரி கிளை–2	[130, 2128, 327, 2143]
role-label: அமைப்பாளர்:	[1154, 1421, 1230, 1434]
article-columns	[61, 114, 1497, 2338]
text-paragraph	[61, 1767, 396, 1810]
role-label: துணை அமைப்பாளர்கள்:	[61, 765, 192, 778]
appointment-entry	[790, 220, 1125, 263]
appointment-entry	[1154, 1195, 1496, 1239]
entry-text: ரா.சக்திவேல், பிளாக்–18, 9, தமிழ்நாடு குடிசை மாற்று வாரியம், நாவலூர், காஞ்சிபுரம்.	[790, 224, 1125, 259]
entry-text: ச.நரேந்திரன், 5/135, திருவள்ளுவர் நகர் 3–வது தெரு, கீழ்படப்பை, படப்பை, காஞ்சிபுரம்.	[1154, 159, 1496, 194]
role-label: அமைப்பாளர்:	[61, 1158, 136, 1171]
role-label: அமைப்பாளர்:	[425, 1933, 501, 1945]
appointment-entry	[425, 2134, 761, 2243]
appointment-entry	[61, 1153, 396, 1197]
branch-heading: ஒரகடம் கிளை	[549, 898, 638, 914]
role-label: துணை அமைப்பாளர்கள்:	[425, 2138, 558, 2151]
entry-text: ரா.தினேஷ், 6/251, 8–வது தெரு, விவேகானந்தா நகர், படப்பை, காஞ்சிபுரம்.	[1154, 979, 1496, 1013]
appointment-entry	[1154, 625, 1496, 756]
entry-text: ஏ.பாலாஜி, 9/87, அண்ணா நகர் 4–வது தெரு, படப்பை, காஞ்சிபுரம்.	[1154, 359, 1496, 393]
branch-heading: ஆத்தனஞ்சேரி கிளை	[893, 2156, 1022, 2172]
entry-text: பாகம் – 309 : லோ.விநாயகம், 181 ஏரிக்கரை தெற்கு, உமையாள் பரணச்சேரி, குன்றத்தூர், காஞ்சிபுரம்.	[425, 813, 761, 847]
role-label: அமைப்பாளர்:	[790, 2188, 865, 2201]
